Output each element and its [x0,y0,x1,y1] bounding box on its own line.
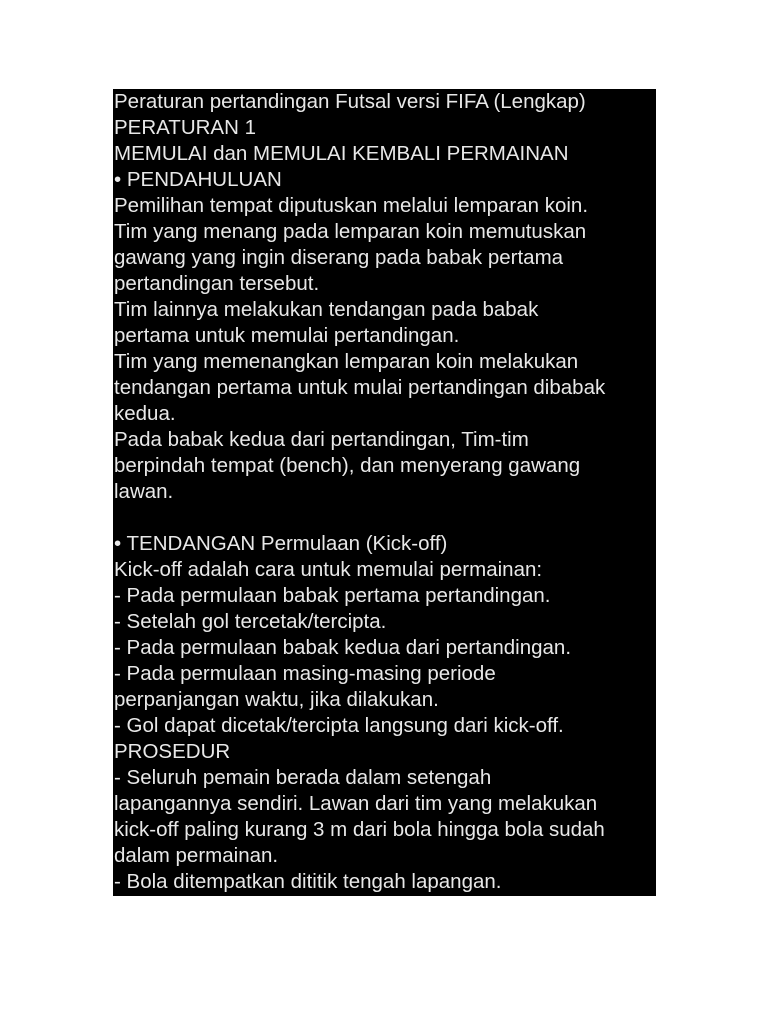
section-heading: PERATURAN 1 [114,116,257,139]
list-item: - Pada permulaan babak kedua dari pertandingan. [114,636,572,659]
document-title: Peraturan pertandingan Futsal versi FIFA (Lengkap) [114,90,586,113]
bullet-heading: • TENDANGAN Permulaan (Kick-off) [114,532,448,555]
text-line: lawan. [114,480,174,503]
text-line: berpindah tempat (bench), dan menyerang gawang [114,454,581,477]
text-line: pertandingan tersebut. [114,272,320,295]
text-line: Kick-off adalah cara untuk memulai permainan: [114,558,543,581]
text-line: Pada babak kedua dari pertandingan, Tim-tim [114,428,529,451]
list-item: - Seluruh pemain berada dalam setengah [114,766,492,789]
procedure-heading: PROSEDUR [114,740,231,763]
list-item: - Gol dapat dicetak/tercipta langsung dari kick-off. [114,714,564,737]
text-line: kedua. [114,402,176,425]
text-line: tendangan pertama untuk mulai pertandingan dibabak [114,376,606,399]
document-text-block [113,89,656,896]
list-item: - Pada permulaan babak pertama pertandingan. [114,584,551,607]
text-line: gawang yang ingin diserang pada babak pertama [114,246,564,269]
list-item: - Setelah gol tercetak/tercipta. [114,610,387,633]
list-item: - Pada permulaan masing-masing periode [114,662,496,685]
text-line: dalam permainan. [114,844,279,867]
text-line: kick-off paling kurang 3 m dari bola hingga bola sudah [114,818,605,841]
text-line: Tim yang memenangkan lemparan koin melakukan [114,350,579,373]
text-line: Tim yang menang pada lemparan koin memutuskan [114,220,587,243]
bullet-heading: • PENDAHULUAN [114,168,282,191]
text-line: Pemilihan tempat diputuskan melalui lemparan koin. [114,194,589,217]
document-body [113,89,656,895]
text-line: pertama untuk memulai pertandingan. [114,324,460,347]
blank-line [114,505,656,531]
text-line: lapangannya sendiri. Lawan dari tim yang melakukan [114,792,598,815]
text-line: Tim lainnya melakukan tendangan pada babak [114,298,539,321]
list-item: - Bola ditempatkan dititik tengah lapangan. [114,870,502,893]
text-line: perpanjangan waktu, jika dilakukan. [114,688,439,711]
section-subheading: MEMULAI dan MEMULAI KEMBALI PERMAINAN [114,142,569,165]
